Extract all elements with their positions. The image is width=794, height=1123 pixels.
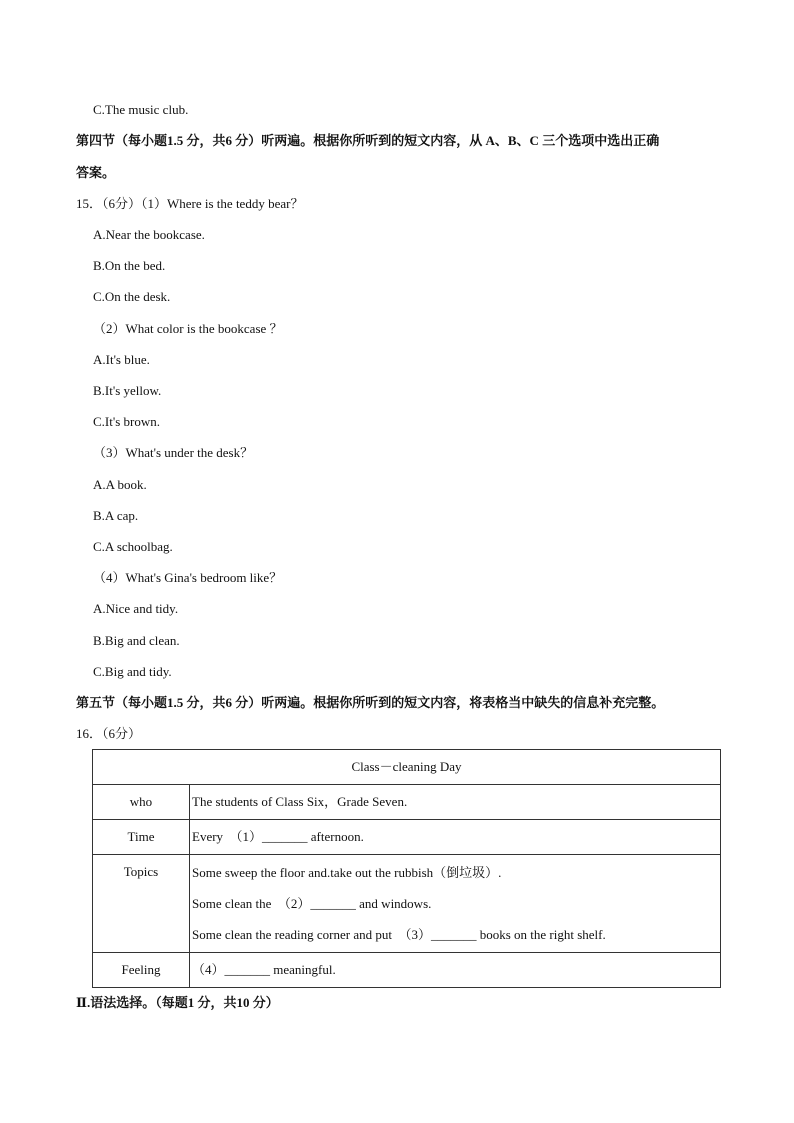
topics-value bbox=[190, 855, 721, 953]
text-line: C.On the desk. bbox=[93, 289, 171, 304]
text-line: 答案。 bbox=[76, 165, 116, 180]
feeling-value: （4）_______ meaningful. bbox=[190, 953, 721, 988]
text-line: （3）What's under the desk？ bbox=[93, 445, 254, 460]
text-line: C.Big and tidy. bbox=[93, 664, 172, 679]
text-line: A.Nice and tidy. bbox=[93, 601, 179, 616]
text-line: （2）What color is the bookcase ？ bbox=[93, 321, 283, 336]
text-line: A.A book. bbox=[93, 477, 147, 492]
who-value: The students of Class Six，Grade Seven. bbox=[190, 785, 721, 820]
table-title: Class－cleaning Day bbox=[93, 750, 721, 785]
text-line: 15．（6分）（1）Where is the teddy bear？ bbox=[76, 196, 304, 211]
text-line: B.A cap. bbox=[93, 508, 139, 523]
text-line: 16．（6分） bbox=[76, 726, 142, 741]
text-line: A.Near the bookcase. bbox=[93, 227, 205, 242]
text-line: C.It's brown. bbox=[93, 414, 160, 429]
topics-label: Topics bbox=[93, 855, 190, 953]
text-line: 第四节（每小题1.5 分，共6 分）听两遍。根据你所听到的短文内容，从 A、B、C 三个选项中选出正确 bbox=[76, 133, 660, 148]
text-line: 第五节（每小题1.5 分，共6 分）听两遍。根据你所听到的短文内容，将表格当中缺失的信息补充完整。 bbox=[76, 695, 665, 710]
text-line: B.It's yellow. bbox=[93, 383, 162, 398]
text-line: C.The music club. bbox=[93, 102, 189, 117]
text-line: B.On the bed. bbox=[93, 258, 166, 273]
time-label: Time bbox=[93, 820, 190, 855]
who-label: who bbox=[93, 785, 190, 820]
cleaning-day-table bbox=[92, 749, 721, 988]
topics-line-3: Some clean the reading corner and put （3）_______ books on the right shelf. bbox=[192, 927, 606, 942]
text-line: C.A schoolbag. bbox=[93, 539, 173, 554]
text-line: B.Big and clean. bbox=[93, 633, 180, 648]
topics-line-1: Some sweep the floor and.take out the rubbish（倒垃圾）. bbox=[192, 865, 502, 880]
section-heading-grammar: Ⅱ.语法选择。（每题1 分，共10 分） bbox=[76, 995, 279, 1010]
text-line: （4）What's Gina's bedroom like？ bbox=[93, 570, 283, 585]
feeling-label: Feeling bbox=[93, 953, 190, 988]
time-value: Every （1）_______ afternoon. bbox=[190, 820, 721, 855]
topics-line-2: Some clean the （2）_______ and windows. bbox=[192, 896, 432, 911]
text-line: A.It's blue. bbox=[93, 352, 150, 367]
